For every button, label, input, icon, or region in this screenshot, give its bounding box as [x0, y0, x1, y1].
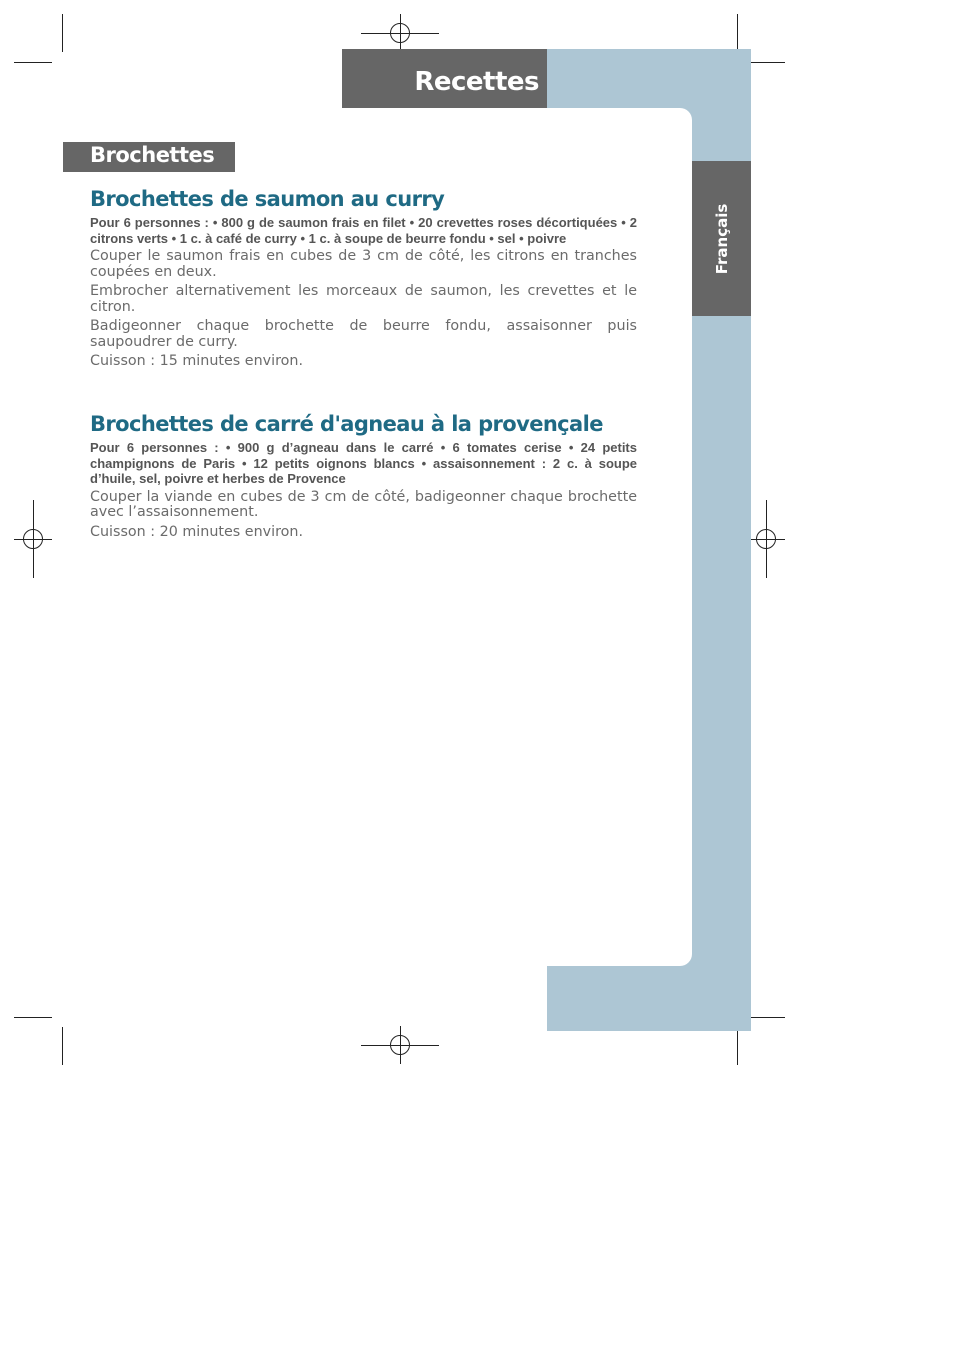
- page-title: Recettes: [414, 67, 539, 97]
- recipe-step: Badigeonner chaque brochette de beurre fondu, assaisonner puis saupoudrer de curry.: [90, 318, 637, 350]
- recipe-step: Couper le saumon frais en cubes de 3 cm de côté, les citrons en tranches coupées en deux.: [90, 248, 637, 280]
- recipe-step: Couper la viande en cubes de 3 cm de côté, badigeonner chaque brochette avec l’assaisonnement.: [90, 488, 637, 520]
- recipe-salmon: [90, 185, 637, 374]
- recipe-title: Brochettes de saumon au curry: [90, 187, 445, 211]
- recipe-lamb: [90, 410, 637, 544]
- language-tab: [692, 161, 751, 316]
- recipe-cooking-time: Cuisson : 15 minutes environ.: [90, 353, 303, 369]
- recipe-title: Brochettes de carré d'agneau à la provençale: [90, 412, 603, 436]
- page-title-bar: [342, 49, 547, 108]
- recipe-step: Embrocher alternativement les morceaux de saumon, les crevettes et le citron.: [90, 283, 637, 315]
- recipe-ingredients: Pour 6 personnes : • 900 g d’agneau dans le carré • 6 tomates cerise • 24 petits champignons de Paris • 12 petits oignons blancs • assaisonnement : 2 c. à soupe d’huile, sel, poivre et herbes de Provence: [90, 440, 637, 486]
- recipe-ingredients: Pour 6 personnes : • 800 g de saumon frais en filet • 20 crevettes roses décortiquées • 2 citrons verts • 1 c. à café de curry • 1 c. à soupe de beurre fondu • sel • poivre: [90, 215, 637, 246]
- language-tab-label: Français: [712, 203, 731, 274]
- section-title: Brochettes: [90, 143, 215, 167]
- recipe-cooking-time: Cuisson : 20 minutes environ.: [90, 523, 303, 540]
- section-header: [63, 142, 235, 172]
